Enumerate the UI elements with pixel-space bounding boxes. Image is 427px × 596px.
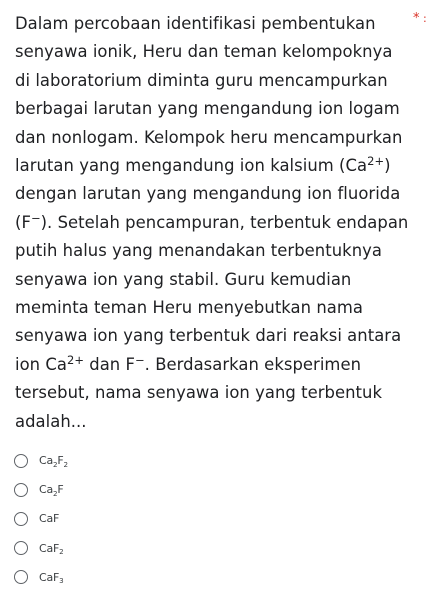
answer-options — [14, 446, 314, 592]
radio-button[interactable] — [14, 454, 28, 468]
question-line: (F−). Setelah pencampuran, terbentuk endapan — [15, 210, 409, 232]
option-label: CaF$_2$ — [39, 541, 64, 557]
option-label: CaF$_3$ — [39, 570, 64, 586]
question-line: adalah... — [15, 411, 87, 431]
question-line: senyawa ionik, Heru dan teman kelompoknya — [15, 42, 393, 62]
option-label: $Ca_2F$ — [39, 483, 64, 498]
radio-button[interactable] — [14, 483, 28, 497]
question-line: senyawa ion yang stabil. Guru kemudian — [15, 269, 352, 289]
question-line: dan nonlogam. Kelompok heru mencampurkan — [15, 127, 403, 147]
charge-superscript: − — [30, 210, 41, 225]
option-caf2[interactable] — [14, 534, 314, 563]
question-text — [15, 10, 413, 436]
required-colon: : — [423, 12, 427, 25]
option-label: $Ca_2F_2$ — [39, 454, 68, 469]
charge-superscript: 2+ — [66, 352, 84, 367]
question-line: Dalam percobaan identifikasi pembentukan — [15, 14, 376, 33]
question-line: di laboratorium diminta guru mencampurkan — [15, 70, 388, 90]
question-line: berbagai larutan yang mengandung ion logam — [15, 99, 400, 119]
question-line: senyawa ion yang terbentuk dari reaksi antara — [15, 326, 402, 346]
charge-superscript: 2+ — [367, 153, 385, 168]
option-caf[interactable] — [14, 504, 314, 533]
option-label: CaF — [39, 512, 60, 526]
question-line: dengan larutan yang mengandung ion fluorida — [15, 184, 401, 204]
question-line: tersebut, nama senyawa ion yang terbentuk — [15, 383, 382, 403]
question-line: putih halus yang menandakan terbentuknya — [15, 241, 382, 261]
charge-superscript: − — [135, 352, 145, 367]
option-ca2f[interactable] — [14, 475, 314, 504]
option-ca2f2[interactable] — [14, 446, 314, 475]
radio-button[interactable] — [14, 541, 28, 555]
question-line: larutan yang mengandung ion kalsium $(Ca^{2+})$ — [15, 153, 391, 176]
question-line: meminta teman Heru menyebutkan nama — [15, 298, 363, 318]
question-line: ion $Ca^{2+}$ dan F−. Berdasarkan eksperimen — [15, 352, 362, 374]
required-asterisk: * — [413, 11, 420, 26]
radio-button[interactable] — [14, 512, 28, 526]
option-caf3[interactable] — [14, 563, 314, 592]
radio-button[interactable] — [14, 570, 28, 584]
